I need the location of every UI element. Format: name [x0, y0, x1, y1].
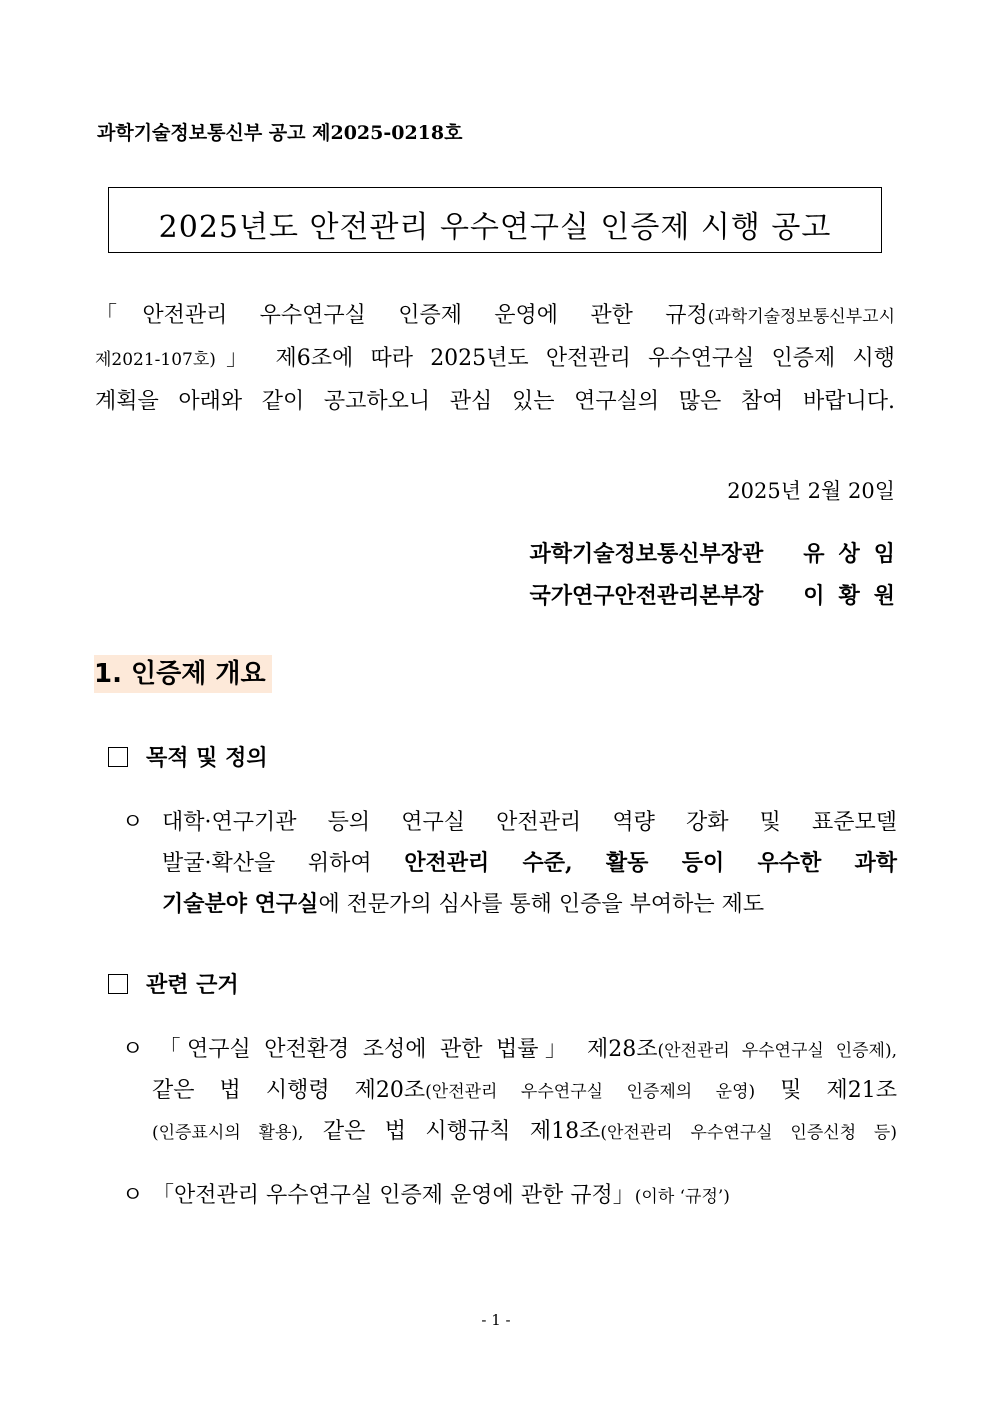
signer-name: 유상임 [803, 541, 909, 567]
basis-item-1 [122, 1030, 897, 1153]
document-title: 2025년도 안전관리 우수연구실 인증제 시행 공고 [158, 210, 832, 245]
signer-name: 이황원 [803, 583, 909, 609]
sub-heading-basis: 관련 근거 [108, 968, 239, 999]
purpose-line-2: 발굴·확산을 위하여 안전관리 수준, 활동 등이 우수한 과학 [162, 850, 897, 876]
notice-number: 과학기술정보통신부 공고 제2025-0218호 [97, 122, 463, 144]
signature-row [529, 537, 909, 568]
sub-heading-purpose: 목적 및 정의 [108, 741, 268, 772]
purpose-paragraph [122, 803, 897, 925]
bullet-icon: ㅇ [122, 1183, 144, 1208]
basis-item-2 [122, 1176, 897, 1217]
bullet-icon: ㅇ [122, 1037, 144, 1062]
intro-line-1: 「안전관리 우수연구실 인증제 운영에 관한 규정(과학기술정보통신부고시 [95, 303, 895, 328]
basis-line-4: ㅇ 「안전관리 우수연구실 인증제 운영에 관한 규정」(이하 ‘규정’) [122, 1176, 897, 1217]
signer-title: 국가연구안전관리본부장 [529, 583, 764, 609]
notice-date: 2025년 2월 20일 [727, 479, 895, 503]
page-number: - 1 - [481, 1311, 511, 1329]
signer-title: 과학기술정보통신부장관 [529, 541, 764, 567]
checkbox-icon [108, 747, 128, 767]
basis-line-3: (인증표시의 활용), 같은 법 시행규칙 제18조(안전관리 우수연구실 인증신청 등) [152, 1119, 897, 1144]
basis-line-1: ㅇ 「연구실 안전환경 조성에 관한 법률」 제28조(안전관리 우수연구실 인증제), [122, 1030, 897, 1071]
signature-row [529, 579, 909, 610]
checkbox-icon [108, 974, 128, 994]
intro-paragraph [95, 295, 895, 423]
section-heading: 1. 인증제 개요 [94, 655, 272, 693]
intro-line-2: 제2021-107호)」 제6조에 따라 2025년도 안전관리 우수연구실 인증제 시행 [95, 346, 895, 371]
basis-line-2: 같은 법 시행령 제20조(안전관리 우수연구실 인증제의 운영) 및 제21조 [152, 1078, 897, 1103]
intro-line-3: 계획을 아래와 같이 공고하오니 관심 있는 연구실의 많은 참여 바랍니다. [95, 389, 895, 414]
purpose-line-1: ㅇ 대학·연구기관 등의 연구실 안전관리 역량 강화 및 표준모델 [122, 803, 897, 843]
title-box [108, 187, 882, 253]
purpose-line-3: 기술분야 연구실에 전문가의 심사를 통해 인증을 부여하는 제도 [162, 891, 765, 917]
bullet-icon: ㅇ [122, 810, 144, 835]
